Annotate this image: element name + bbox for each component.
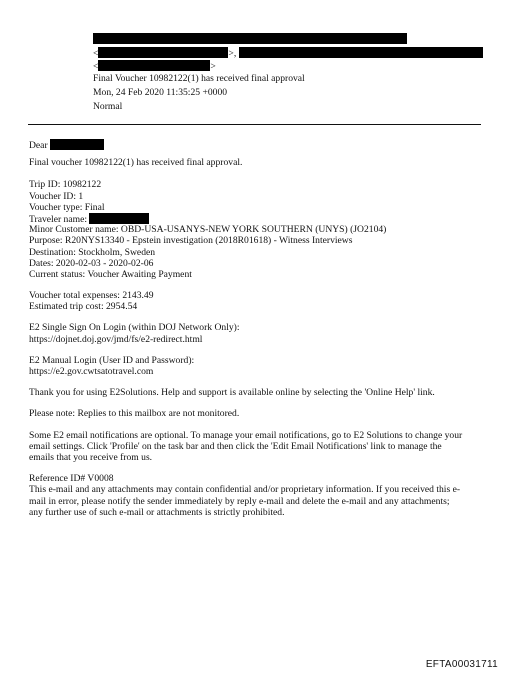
- to-close-bracket: >,: [228, 48, 237, 59]
- importance-value: Normal: [93, 101, 123, 112]
- disclaimer-line-1: This e-mail and any attachments may contain confidential and/or proprietary information. If you received this e-: [29, 484, 461, 496]
- current-status: Current status: Voucher Awaiting Payment: [29, 268, 192, 280]
- sso-title: E2 Single Sign On Login (within DOJ Network Only):: [29, 322, 240, 334]
- to-value: [93, 47, 483, 59]
- date-value: Mon, 24 Feb 2020 11:35:25 +0000: [93, 87, 228, 98]
- purpose: Purpose: R20NYS13340 - Epstein investigation (2018R01618) - Witness Interviews: [29, 235, 353, 247]
- disclaimer-line-3: any further use of such e-mail or attachments is strictly prohibited.: [29, 506, 285, 518]
- redaction-block: [93, 33, 407, 44]
- thanks-line: Thank you for using E2Solutions. Help and support is available online by selecting the 'Online Help' link.: [29, 387, 435, 399]
- greeting: Dear: [29, 140, 48, 151]
- redaction-block: [98, 47, 228, 58]
- to-open-bracket: <: [93, 61, 99, 72]
- redaction-block: [50, 139, 104, 150]
- document-id: EFTA00031711: [425, 659, 498, 670]
- email-body: [29, 139, 484, 518]
- greeting-line: [29, 139, 484, 150]
- redaction-block: [239, 47, 483, 58]
- minor-customer: Minor Customer name: OBD-USA-USANYS-NEW YORK SOUTHERN (UNYS) (JO2104): [29, 224, 387, 236]
- manual-login-title: E2 Manual Login (User ID and Password):: [29, 354, 195, 366]
- redaction-block: [98, 60, 210, 71]
- notification-line-3: emails that you receive from us.: [29, 451, 153, 463]
- notification-line-1: Some E2 email notifications are optional. To manage your email notifications, go to E2 Solutions to change your: [29, 429, 463, 441]
- dates: Dates: 2020-02-03 - 2020-02-06: [29, 257, 154, 269]
- traveler-name-label: Traveler name:: [29, 213, 87, 225]
- notification-line-2: email settings. Click 'Profile' on the task bar and then click the 'Edit Email Notifications' link to manage the: [29, 440, 442, 452]
- total-expenses: Voucher total expenses: 2143.49: [29, 290, 154, 302]
- reference-id: Reference ID# V0008: [29, 473, 114, 485]
- traveler-name-line: [29, 213, 484, 224]
- note-line: Please note: Replies to this mailbox are not monitored.: [29, 408, 240, 420]
- from-value: [93, 33, 407, 45]
- to-close-bracket: >: [210, 61, 216, 72]
- destination: Destination: Stockholm, Sweden: [29, 246, 156, 258]
- redaction-block: [89, 213, 149, 224]
- intro-line: Final voucher 10982122(1) has received final approval.: [29, 157, 243, 169]
- subject-value: Final Voucher 10982122(1) has received final approval: [93, 73, 305, 84]
- sso-url[interactable]: https://dojnet.doj.gov/jmd/fs/e2-redirect.html: [29, 333, 203, 345]
- voucher-type: Voucher type: Final: [29, 201, 105, 213]
- to-open-bracket: <: [93, 48, 99, 59]
- to-value-2: [93, 60, 216, 72]
- estimated-cost: Estimated trip cost: 2954.54: [29, 301, 138, 313]
- trip-id: Trip ID: 10982122: [29, 179, 102, 191]
- disclaimer-line-2: mail in error, please notify the sender immediately by reply e-mail and delete the e-mail and any attachments;: [29, 495, 450, 507]
- voucher-id: Voucher ID: 1: [29, 190, 84, 202]
- header-divider: [28, 124, 481, 125]
- manual-login-url[interactable]: https://e2.gov.cwtsatotravel.com: [29, 366, 154, 377]
